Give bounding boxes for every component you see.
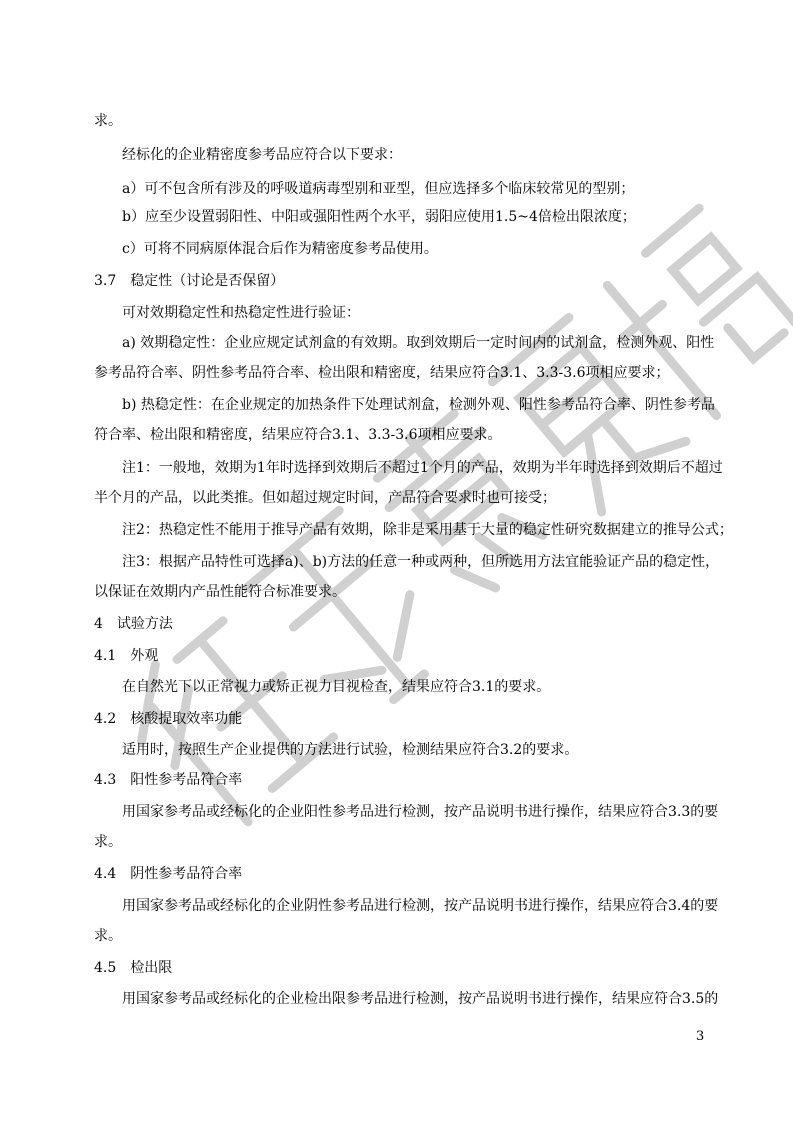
text-line: 符合率、检出限和精密度，结果应符合3.1、3.3-3.6项相应要求。 bbox=[94, 427, 502, 443]
section-heading: 3.7 稳定性（讨论是否保留） bbox=[94, 273, 285, 289]
text-line: b) 热稳定性：在企业规定的加热条件下处理试剂盒，检测外观、阳性参考品符合率、阴性参考品 bbox=[122, 397, 715, 413]
note-line: 以保证在效期内产品性能符合标准要求。 bbox=[94, 584, 346, 600]
note-line: 注3：根据产品特性可选择a)、b)方法的任意一种或两种，但所选用方法宜能验证产品的稳定性， bbox=[122, 554, 720, 570]
text-line: 用国家参考品或经标化的企业阳性参考品进行检测，按产品说明书进行操作，结果应符合3.3的要 bbox=[122, 804, 719, 820]
page-number: 3 bbox=[696, 1029, 705, 1044]
section-heading: 4.4 阴性参考品符合率 bbox=[94, 866, 243, 882]
note-line: 半个月的产品，以此类推。但如超过规定时间，产品符合要求时也可接受； bbox=[94, 490, 556, 506]
note-line: 注1：一般地，效期为1年时选择到效期后不超过1个月的产品，效期为半年时选择到效期后不超过 bbox=[122, 460, 723, 476]
text-line: 参考品符合率、阴性参考品符合率、检出限和精密度，结果应符合3.1、3.3-3.6项相应要求； bbox=[94, 365, 670, 381]
section-heading: 4 试验方法 bbox=[94, 616, 173, 632]
text-line: a）可不包含所有涉及的呼吸道病毒型别和亚型，但应选择多个临床较常见的型别； bbox=[122, 181, 635, 197]
text-line: 用国家参考品或经标化的企业阴性参考品进行检测，按产品说明书进行操作，结果应符合3.4的要 bbox=[122, 898, 719, 914]
text-line: 在自然光下以正常视力或矫正视力目视检查，结果应符合3.1的要求。 bbox=[122, 679, 551, 695]
section-heading: 4.1 外观 bbox=[94, 648, 159, 664]
note-line: 注2：热稳定性不能用于推导产品有效期，除非是采用基于大量的稳定性研究数据建立的推导公式； bbox=[122, 522, 733, 538]
section-heading: 4.2 核酸提取效率功能 bbox=[94, 711, 243, 727]
text-line: 用国家参考品或经标化的企业检出限参考品进行检测，按产品说明书进行操作，结果应符合3.5的 bbox=[122, 991, 719, 1007]
text-line: 求。 bbox=[94, 928, 122, 944]
text-line: 求。 bbox=[94, 113, 122, 129]
text-line: c）可将不同病原体混合后作为精密度参考品使用。 bbox=[122, 241, 438, 257]
section-heading: 4.5 检出限 bbox=[94, 960, 173, 976]
text-line: a) 效期稳定性：企业应规定试剂盒的有效期。取到效期后一定时间内的试剂盒，检测外观、阳性 bbox=[122, 335, 715, 351]
text-line: b）应至少设置弱阳性、中阳或强阳性两个水平，弱阳应使用1.5~4倍检出限浓度； bbox=[122, 209, 636, 225]
section-heading: 4.3 阳性参考品符合率 bbox=[94, 772, 243, 788]
text-line: 可对效期稳定性和热稳定性进行验证： bbox=[122, 305, 360, 321]
text-line: 适用时，按照生产企业提供的方法进行试验，检测结果应符合3.2的要求。 bbox=[122, 742, 579, 758]
text-line: 求。 bbox=[94, 834, 122, 850]
text-line: 经标化的企业精密度参考品应符合以下要求： bbox=[122, 147, 402, 163]
